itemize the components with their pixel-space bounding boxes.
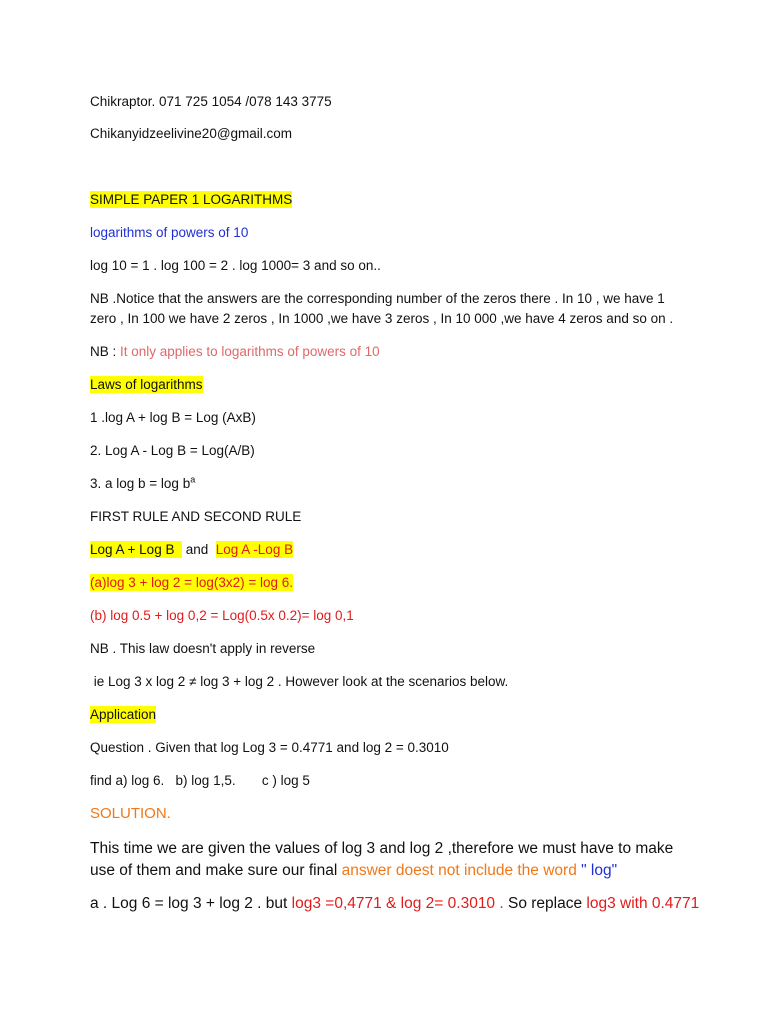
nb-prefix: NB :	[90, 344, 121, 359]
document-title	[90, 190, 292, 210]
question-text: Question . Given that log Log 3 = 0.4771 and log 2 = 0.3010	[90, 740, 449, 755]
rules-line	[90, 540, 293, 560]
email-text: Chikanyidzeelivine20@gmail.com	[90, 126, 293, 141]
law-1: 1 .log A + log B = Log (AxB)	[90, 410, 256, 425]
nb-zeros-note: NB .Notice that the answers are the corresponding number of the zeros there . In 10 , we have 1 zero , In 100 we have 2 zeros , In 1000 ,we have 3 zeros , In 10 000 ,we have 4 zeros and so on .	[90, 291, 674, 326]
solution-a-part4: log3 with 0.4771	[586, 895, 700, 912]
solution-intro	[90, 838, 690, 882]
law-3	[90, 474, 195, 494]
example-a-highlight: (a)log 3 + log 2 = log(3x2) = log 6.	[90, 575, 294, 590]
law-3-exponent: a	[190, 474, 196, 485]
law-2: 2. Log A - Log B = Log(A/B)	[90, 443, 255, 458]
solution-a	[90, 893, 699, 915]
rule-a-highlight: Log A + Log B	[90, 542, 182, 557]
application-heading	[90, 705, 156, 725]
powers-examples: log 10 = 1 . log 100 = 2 . log 1000= 3 and so on..	[90, 258, 381, 273]
solution-a-part3: So replace	[503, 895, 587, 912]
ie-note: ie Log 3 x log 2 ≠ log 3 + log 2 . However look at the scenarios below.	[90, 674, 509, 689]
example-b: (b) log 0.5 + log 0,2 = Log(0.5x 0.2)= log 0,1	[90, 608, 354, 623]
solution-intro-part3: " log"	[581, 862, 618, 879]
example-a	[90, 573, 293, 593]
powers-heading: logarithms of powers of 10	[90, 225, 249, 240]
rules-heading: FIRST RULE AND SECOND RULE	[90, 509, 302, 524]
find-text: find a) log 6. b) log 1,5. c ) log 5	[90, 773, 310, 788]
law-3-base: 3. a log b = log b	[90, 476, 191, 491]
nb-powers-note	[90, 342, 380, 362]
solution-intro-part1: This time we are given the values of log 3 and log 2 ,therefore we must have to make use of them and make sure our final	[90, 840, 674, 879]
application-heading-highlight: Application	[90, 707, 157, 722]
solution-a-part1: a . Log 6 = log 3 + log 2 . but	[90, 895, 292, 912]
solution-a-part2: log3 =0,4771 & log 2= 0.3010 .	[291, 895, 504, 912]
solution-heading: SOLUTION.	[90, 805, 171, 822]
document-title-highlight: SIMPLE PAPER 1 LOGARITHMS	[90, 192, 293, 207]
nb-reverse-note: NB . This law doesn't apply in reverse	[90, 641, 316, 656]
laws-heading	[90, 375, 203, 395]
solution-intro-part2: answer doest not include the word	[341, 862, 582, 879]
nb-powers-text: It only applies to logarithms of powers of 10	[120, 344, 380, 359]
rule-and: and	[181, 542, 212, 557]
contact-line: Chikraptor. 071 725 1054 /078 143 3775	[90, 94, 332, 109]
rule-b-highlight: Log A -Log B	[215, 542, 294, 557]
laws-heading-highlight: Laws of logarithms	[90, 377, 203, 392]
